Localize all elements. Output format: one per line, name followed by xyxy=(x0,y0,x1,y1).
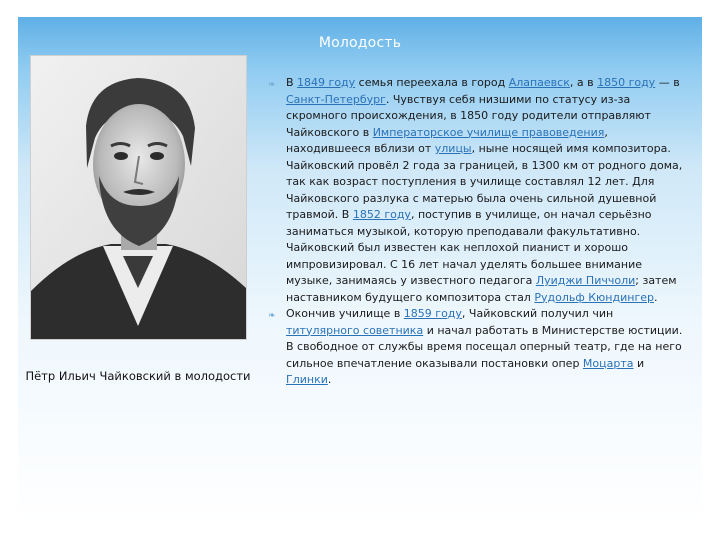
link-mozart[interactable]: Моцарта xyxy=(582,356,634,370)
photo-caption: Пётр Ильич Чайковский в молодости xyxy=(25,369,251,383)
link-street[interactable]: улицы xyxy=(434,142,472,155)
portrait-photo xyxy=(30,55,247,340)
bullet-item xyxy=(264,306,688,389)
link-kundinger[interactable]: Рудольф Кюндингер xyxy=(534,290,654,304)
slide-title: Молодость xyxy=(318,35,402,51)
text-run: В xyxy=(286,76,298,89)
link-glinka[interactable]: Глинки xyxy=(286,373,328,386)
text-run: ; затем наставником будущего композитора стал xyxy=(286,274,677,304)
text-run: , поступив в училище, он начал серьёзно заниматься музыкой, которую преподавали факультативно. Чайковский был известен как неплохой пианист и хорошо импровизировал. С 16 лет начал уделять большее внимание музыке, занимаясь у известного педагога xyxy=(286,208,652,287)
feather-bullet-icon: ❧ xyxy=(268,311,276,321)
text-run: Окончив училище в xyxy=(286,307,404,320)
bullet-item xyxy=(264,75,688,306)
text-run: , а в xyxy=(569,76,598,89)
text-run: , Чайковский получил чин xyxy=(461,307,614,320)
text-run: , ныне носящей имя композитора. Чайковский провёл 2 года за границей, в 1300 км от родного дома, так как возраст поступления в училище составлял 12 лет. Для Чайковского разлука с матерью была очень сильной душевной травмой. В xyxy=(286,142,683,221)
text-run: семья переехала в город xyxy=(355,76,509,89)
link-alapaevsk[interactable]: Алапаевск xyxy=(508,76,570,89)
link-1849[interactable]: 1849 году xyxy=(297,76,356,89)
slide xyxy=(18,17,702,522)
link-1850[interactable]: 1850 году xyxy=(597,76,656,89)
text-run: — в xyxy=(655,76,680,89)
link-saint-petersburg[interactable]: Санкт-Петербург xyxy=(286,92,386,106)
text-run: , находившееся вблизи от xyxy=(286,125,608,155)
portrait-image xyxy=(31,56,246,339)
bullet-list xyxy=(264,75,688,389)
text-run: . Чувствуя себя низшими по статусу из-за скромного происхождения, в 1850 году родители отправляют Чайковского в xyxy=(286,92,651,139)
link-law-school[interactable]: Императорское училище правоведения xyxy=(372,125,605,139)
text-run: и начал работать в Министерстве юстиции. В свободное от службы время посещал оперный театр, где на него сильное впечатление оказывали постановки опер xyxy=(286,323,683,370)
link-titular-councillor[interactable]: титулярного советника xyxy=(286,323,424,337)
link-1852[interactable]: 1852 году xyxy=(352,208,411,221)
link-piccioli[interactable]: Луиджи Пиччоли xyxy=(535,274,636,287)
text-run: . xyxy=(327,373,332,386)
feather-bullet-icon: ❧ xyxy=(268,80,276,90)
link-1859[interactable]: 1859 году xyxy=(403,307,462,320)
text-run: и xyxy=(633,356,645,370)
text-run: . xyxy=(653,290,658,304)
